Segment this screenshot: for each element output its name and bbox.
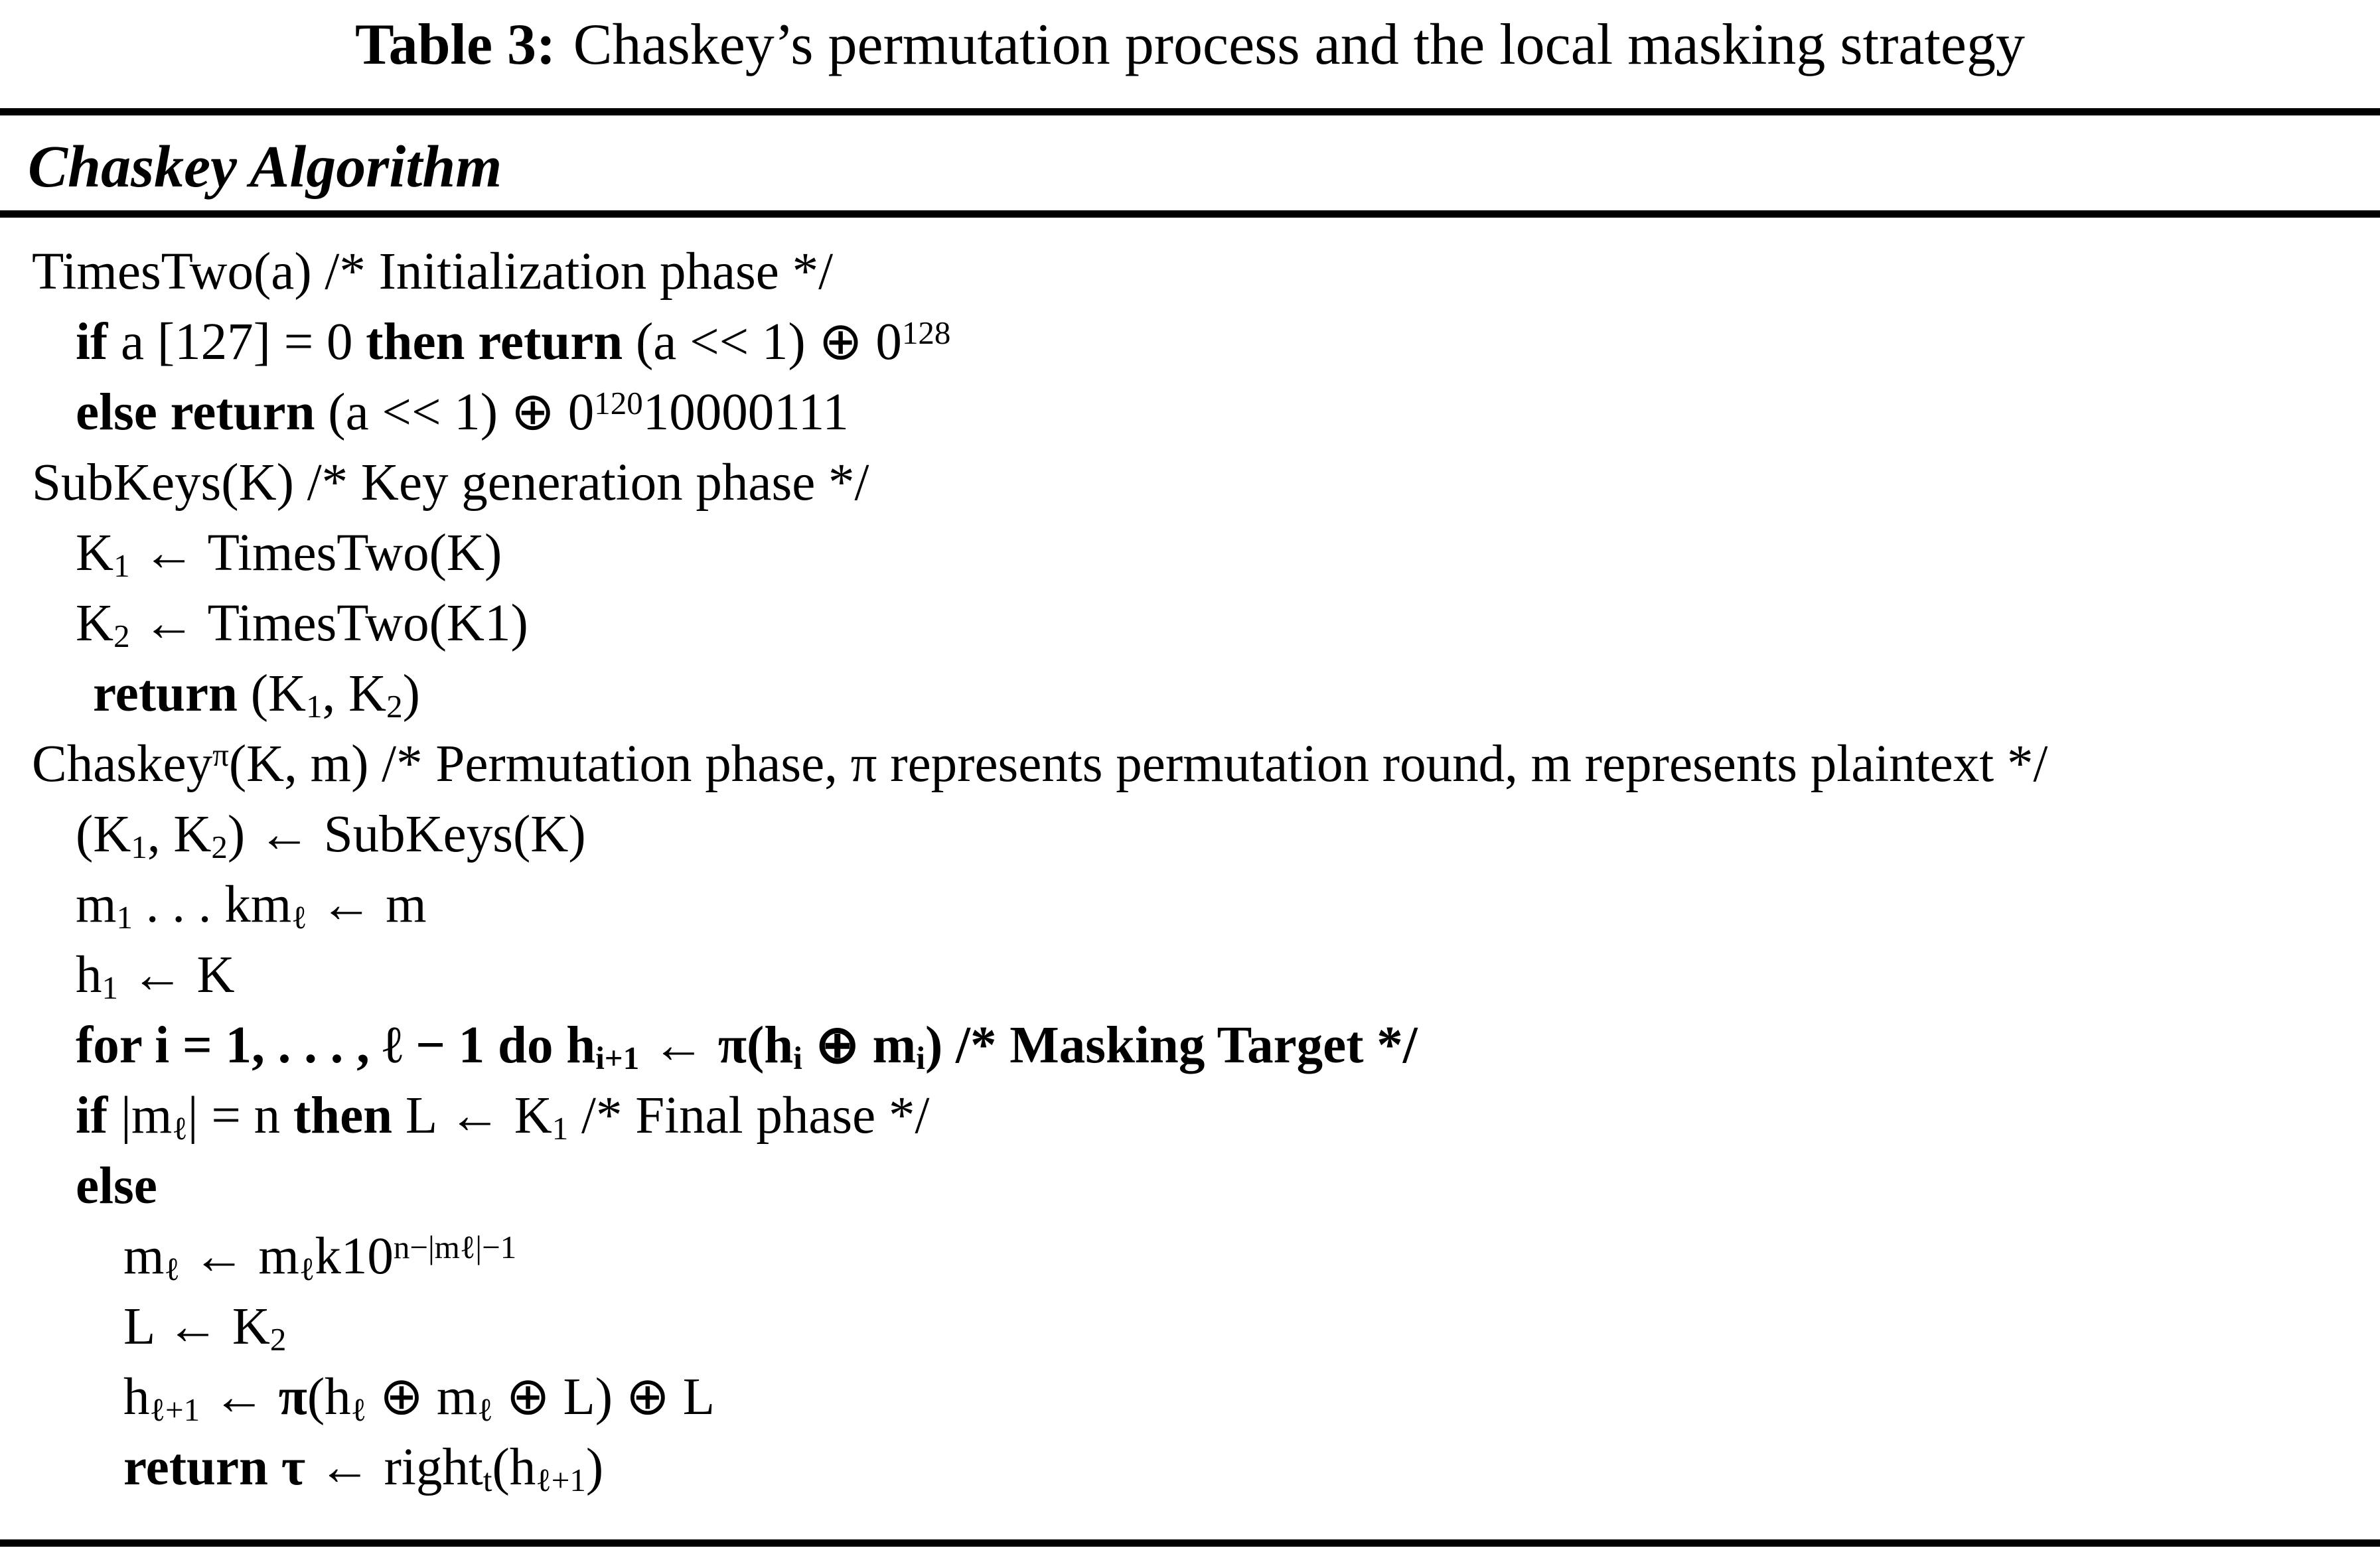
subscript: ℓ bbox=[291, 898, 307, 936]
algo-line bbox=[32, 659, 2373, 729]
subscript: 1 bbox=[552, 1109, 569, 1147]
text-segment: ← π(h bbox=[639, 1017, 794, 1074]
algo-line bbox=[32, 870, 2373, 940]
algo-line bbox=[32, 800, 2373, 870]
text-segment: if bbox=[76, 313, 108, 371]
subscript: i bbox=[793, 1039, 802, 1076]
text-segment: ← m bbox=[307, 876, 427, 934]
text-segment: (h bbox=[492, 1439, 536, 1496]
text-segment: ← TimesTwo(K1) bbox=[129, 595, 528, 652]
algorithm-body bbox=[32, 224, 2373, 1503]
text-segment: (h bbox=[307, 1368, 351, 1426]
algo-line bbox=[32, 1151, 2373, 1222]
text-segment: ⊕ m bbox=[366, 1368, 478, 1426]
algo-line bbox=[32, 1433, 2373, 1503]
text-segment: L ← K bbox=[392, 1087, 552, 1145]
subscript: 2 bbox=[113, 617, 130, 654]
text-segment: | = n bbox=[187, 1087, 293, 1145]
algo-line bbox=[32, 448, 2373, 518]
algo-line bbox=[32, 1292, 2373, 1362]
text-segment: (K, m) /* Permutation phase, π represents permutation round, m represents plaintext */ bbox=[228, 735, 2048, 793]
text-segment: ← right bbox=[305, 1439, 483, 1496]
text-segment: SubKeys(K) /* Key generation phase */ bbox=[32, 454, 869, 512]
text-segment: return bbox=[93, 665, 238, 723]
text-segment: m bbox=[76, 876, 117, 934]
algorithm-header: Chaskey Algorithm bbox=[28, 134, 502, 200]
text-segment: h bbox=[76, 946, 102, 1004]
text-segment: |m bbox=[108, 1087, 173, 1145]
algo-line bbox=[32, 940, 2373, 1011]
text-segment: ← K bbox=[117, 946, 235, 1004]
text-segment: for i = 1, . . . , ℓ − 1 do h bbox=[76, 1017, 596, 1074]
text-segment: ⊕ m bbox=[802, 1017, 917, 1074]
text-segment: (K bbox=[76, 806, 131, 863]
text-segment: then return bbox=[366, 313, 623, 371]
text-segment: 10000111 bbox=[642, 384, 849, 441]
text-segment: a [127] = 0 bbox=[108, 313, 366, 371]
subscript: ℓ bbox=[299, 1250, 315, 1287]
text-segment: ) bbox=[585, 1439, 604, 1496]
superscript: 120 bbox=[594, 384, 643, 421]
text-segment: if bbox=[76, 1087, 108, 1145]
top-rule bbox=[0, 108, 2380, 115]
text-segment: π bbox=[278, 1368, 307, 1426]
algo-line bbox=[32, 1011, 2373, 1081]
text-segment: h bbox=[123, 1368, 150, 1426]
text-segment: m bbox=[123, 1228, 165, 1285]
text-segment: . . . km bbox=[132, 876, 292, 934]
header-rule bbox=[0, 210, 2380, 218]
algo-line bbox=[32, 1222, 2373, 1292]
text-segment: else bbox=[76, 1157, 157, 1215]
text-segment: ) ← SubKeys(K) bbox=[227, 806, 586, 863]
subscript: 2 bbox=[211, 828, 228, 865]
subscript: 1 bbox=[102, 969, 118, 1006]
subscript: ℓ+1 bbox=[149, 1391, 200, 1428]
table-caption-label: Table 3: bbox=[354, 13, 556, 77]
algo-line bbox=[32, 307, 2373, 378]
text-segment: L ← K bbox=[123, 1298, 270, 1356]
algo-line bbox=[32, 1081, 2373, 1151]
text-segment: ← bbox=[200, 1368, 279, 1426]
algo-line bbox=[32, 1362, 2373, 1433]
text-segment: ) /* Masking Target */ bbox=[925, 1017, 1418, 1074]
subscript: i bbox=[916, 1039, 925, 1076]
bottom-rule bbox=[0, 1539, 2380, 1547]
subscript: ℓ bbox=[172, 1109, 188, 1147]
table-caption-text: Chaskey’s permutation process and the local masking strategy bbox=[573, 13, 2025, 77]
subscript: ℓ bbox=[164, 1250, 180, 1287]
algo-line bbox=[32, 589, 2373, 659]
subscript: 1 bbox=[116, 898, 133, 936]
text-segment: ← m bbox=[179, 1228, 299, 1285]
subscript: ℓ bbox=[350, 1391, 367, 1428]
superscript: 128 bbox=[901, 314, 951, 351]
text-segment: return τ bbox=[123, 1439, 306, 1496]
superscript: π bbox=[212, 736, 229, 773]
text-segment: , K bbox=[147, 806, 212, 863]
table-caption bbox=[0, 1, 2380, 89]
text-segment: (K bbox=[237, 665, 307, 723]
text-segment: ⊕ L) ⊕ L bbox=[492, 1368, 715, 1426]
text-segment: /* Final phase */ bbox=[568, 1087, 930, 1145]
text-segment: then bbox=[293, 1087, 393, 1145]
subscript: t bbox=[483, 1461, 492, 1498]
text-segment: Chaskey bbox=[32, 735, 213, 793]
subscript: 2 bbox=[269, 1320, 287, 1358]
text-segment: ) bbox=[402, 665, 420, 723]
text-segment: K bbox=[76, 595, 114, 652]
subscript: 2 bbox=[386, 687, 403, 725]
subscript: i+1 bbox=[595, 1039, 640, 1076]
superscript: n−|mℓ|−1 bbox=[393, 1228, 517, 1265]
text-segment: else return bbox=[76, 384, 315, 441]
text-segment: TimesTwo(a) /* Initialization phase */ bbox=[32, 243, 834, 301]
text-segment: K bbox=[76, 524, 114, 582]
text-segment: (a << 1) ⊕ 0 bbox=[623, 313, 902, 371]
text-segment: , K bbox=[322, 665, 387, 723]
subscript: 1 bbox=[131, 828, 147, 865]
text-segment: ← TimesTwo(K) bbox=[129, 524, 502, 582]
text-segment: (a << 1) ⊕ 0 bbox=[315, 384, 595, 441]
subscript: 1 bbox=[113, 547, 130, 584]
algo-line bbox=[32, 378, 2373, 448]
algo-line bbox=[32, 729, 2373, 800]
subscript: 1 bbox=[306, 687, 323, 725]
algo-line bbox=[32, 518, 2373, 589]
text-segment: k10 bbox=[315, 1228, 394, 1285]
subscript: ℓ+1 bbox=[536, 1461, 586, 1498]
subscript: ℓ bbox=[477, 1391, 493, 1428]
algo-line bbox=[32, 237, 2373, 307]
